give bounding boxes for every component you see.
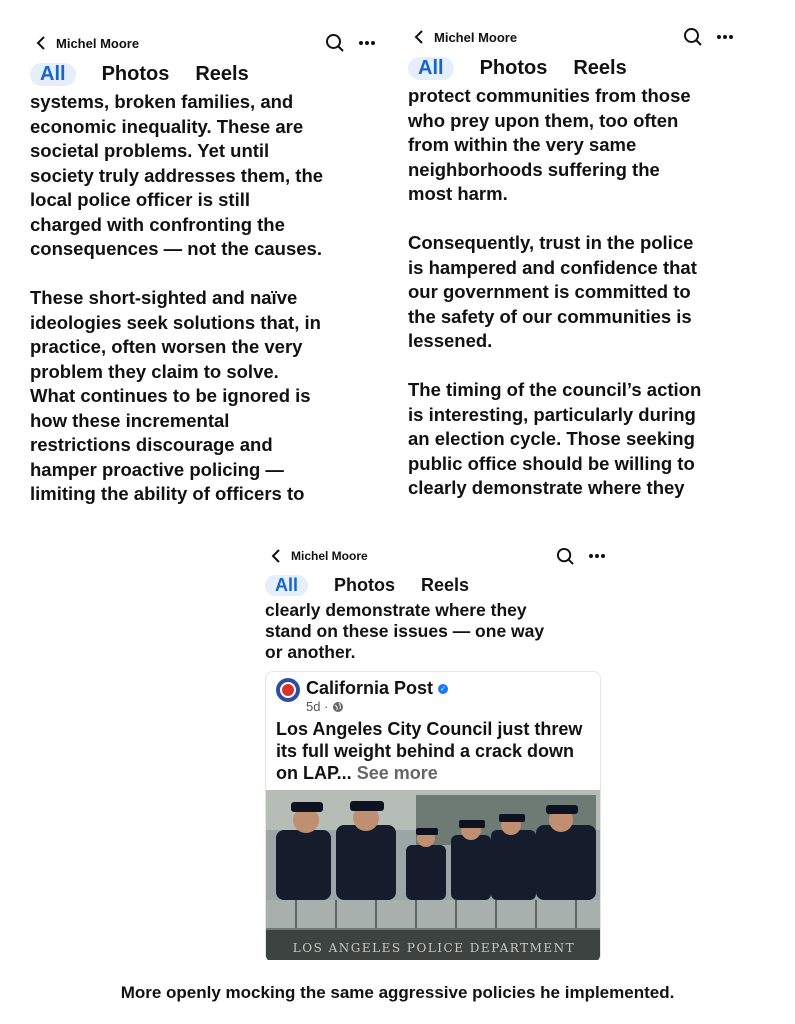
- page-logo-icon: [276, 678, 300, 702]
- post-text: clearly demonstrate where they stand on these issues — one way or another.: [265, 600, 545, 662]
- profile-name: Michel Moore: [434, 29, 518, 45]
- image-caption: More openly mocking the same aggressive policies he implemented.: [120, 983, 675, 1002]
- shared-post-header: [266, 672, 600, 714]
- building-sign-text: LOS ANGELES POLICE DEPARTMENT: [292, 941, 576, 955]
- screenshot-panel-2: [408, 22, 738, 522]
- profile-header: [30, 28, 380, 58]
- shared-post-photo[interactable]: [266, 790, 601, 960]
- profile-header: [408, 22, 738, 52]
- verified-badge-icon: ✓: [438, 684, 448, 694]
- profile-tabs: [408, 52, 738, 84]
- shared-post-body: [266, 714, 600, 790]
- search-icon[interactable]: [552, 545, 578, 567]
- profile-name: Michel Moore: [56, 35, 140, 51]
- profile-tabs: [265, 570, 610, 600]
- more-options-icon[interactable]: [584, 545, 610, 567]
- screenshot-panel-3: [265, 542, 610, 960]
- post-text: protect communities from those who prey upon them, too often from within the very same neighborhoods suffering the most harm. Consequently, trust in the police is hampered and confidence that our government is committed to the safety of our communities is lessened. The timing of the council’s action is interesting, particularly during an election cycle. Those seeking public office should be willing to clearly demonstrate where they: [408, 85, 702, 498]
- profile-header: [265, 542, 610, 570]
- screenshot-panel-1: [30, 28, 380, 518]
- search-icon[interactable]: [322, 32, 348, 54]
- tab-reels[interactable]: Reels: [195, 62, 249, 85]
- police-officers-photo: [266, 790, 601, 960]
- shared-page-name[interactable]: California Post: [306, 678, 434, 698]
- shared-post-text: Los Angeles City Council just threw its full weight behind a crack down on LAP...: [276, 719, 583, 783]
- tab-all[interactable]: All: [408, 57, 454, 80]
- more-options-icon[interactable]: [712, 26, 738, 48]
- profile-name: Michel Moore: [291, 549, 368, 563]
- tab-photos[interactable]: Photos: [334, 574, 396, 595]
- tab-reels[interactable]: Reels: [421, 574, 470, 595]
- post-text: systems, broken families, and economic inequality. These are societal problems. Yet until society truly addresses them, the local police officer is still charged with confronting the consequences — not the causes. These short-sighted and naïve ideologies seek solutions that, in practice, often worsen the very problem they claim to solve. What continues to be ignored is how these incremental restrictions discourage and hamper proactive policing — limiting the ability of officers to: [30, 91, 324, 504]
- back-chevron-icon[interactable]: [265, 545, 287, 567]
- back-chevron-icon[interactable]: [30, 32, 52, 54]
- tab-all[interactable]: All: [265, 575, 308, 596]
- profile-tabs: [30, 58, 380, 90]
- tab-reels[interactable]: Reels: [573, 56, 627, 79]
- see-more-link[interactable]: See more: [356, 763, 438, 783]
- back-chevron-icon[interactable]: [408, 26, 430, 48]
- more-options-icon[interactable]: [354, 32, 380, 54]
- post-timestamp: 5d ·: [306, 699, 329, 714]
- search-icon[interactable]: [680, 26, 706, 48]
- tab-photos[interactable]: Photos: [479, 56, 548, 79]
- globe-icon: [332, 701, 344, 713]
- tab-all[interactable]: All: [30, 63, 76, 86]
- shared-post-card[interactable]: [265, 671, 601, 960]
- tab-photos[interactable]: Photos: [101, 62, 170, 85]
